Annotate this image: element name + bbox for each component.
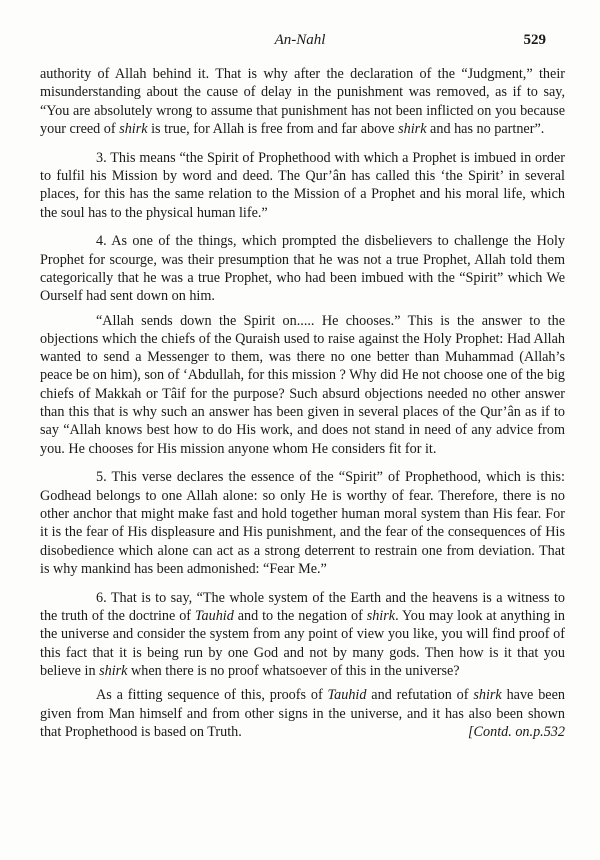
running-head bbox=[0, 32, 600, 52]
closing-paragraph bbox=[40, 686, 565, 741]
body-text bbox=[40, 65, 565, 741]
note-4-continued: “Allah sends down the Spirit on..... He chooses.” This is the answer to the objections which the chiefs of the Quraish used to raise against the Holy Prophet: Had Allah wanted to send a Messenger to them, was there no one better than Muhammad (Allah’s peace be on him), son of ‘Abdullah, for this mission ? Why did He not choose one of the big chiefs of Makkah or Tâif for the purpose? Such absurd objections needed no other answer than this that is why such an answer has been given in several places of the Qur’ân as if to say “Allah knows best how to do His work, and does not stand in need of any advice from you. He chooses for His mission anyone whom He considers fit for it. bbox=[40, 312, 565, 457]
italic-term: Tauhid bbox=[194, 608, 234, 625]
continuation-note: [Contd. on.p.532 bbox=[468, 723, 565, 740]
note-3: 3. This means “the Spirit of Prophethood with which a Prophet is imbued in order to fulfil his Mission by word and deed. The Qur’ân has called this ‘the Spirit’ in several places, for this has the same relation to the Mission of a Prophet and his moral life, which the soul has to the physical human life.” bbox=[40, 149, 565, 221]
italic-term: shirk bbox=[99, 662, 128, 679]
note-4: 4. As one of the things, which prompted the disbelievers to challenge the Holy Prophet for scourge, was their presumption that he was not a true Prophet, Allah told them categorically that he was a true Prophet, who had been imbued with the “Spirit” which We Ourself had sent down on him. bbox=[40, 233, 565, 305]
italic-term: shirk bbox=[398, 120, 427, 137]
italic-term: shirk bbox=[473, 687, 502, 704]
closing-paragraph-text: As a fitting sequence of this, proofs of Tauhid and refutation of shirk have been given from Man himself and from other signs in the universe, and it has also been shown that Prophethood is based on Truth. bbox=[40, 687, 565, 740]
note-5: 5. This verse declares the essence of the “Spirit” of Prophethood, which is this: Godhead belongs to one Allah alone: so only He is worthy of fear. Therefore, there is no other anchor that might make fast and hold together human moral system than His fear. For it is the fear of His displeasure and His punishment, and the fear of the consequences of His disobedience which alone can act as a strong deterrent to restrain one from deviation. That is why mankind has been admonished: “Fear Me.” bbox=[40, 469, 565, 577]
italic-term: Tauhid bbox=[327, 687, 367, 704]
italic-term: shirk bbox=[119, 120, 148, 137]
page-number: 529 bbox=[523, 32, 546, 48]
note-6: 6. That is to say, “The whole system of the Earth and the heavens is a witness to the truth of the doctrine of Tauhid and to the negation of shirk. You may look at anything in the universe and consider the system from any point of view you like, you will find proof of this fact that it is being run by one God and not by many gods. Then how is it that you believe in shirk when there is no proof whatsoever of this in the universe? bbox=[40, 589, 565, 679]
italic-term: shirk bbox=[366, 608, 396, 625]
running-title: An-Nahl bbox=[274, 32, 326, 48]
paragraph-continuation: authority of Allah behind it. That is why after the declaration of the “Judgment,” their misunderstanding about the cause of delay in the punishment was removed, as if to say, “You are absolutely wrong to assume that punishment has not been inflicted on you because your creed of shirk is true, for Allah is free from and far above shirk and has no partner”. bbox=[40, 66, 565, 137]
